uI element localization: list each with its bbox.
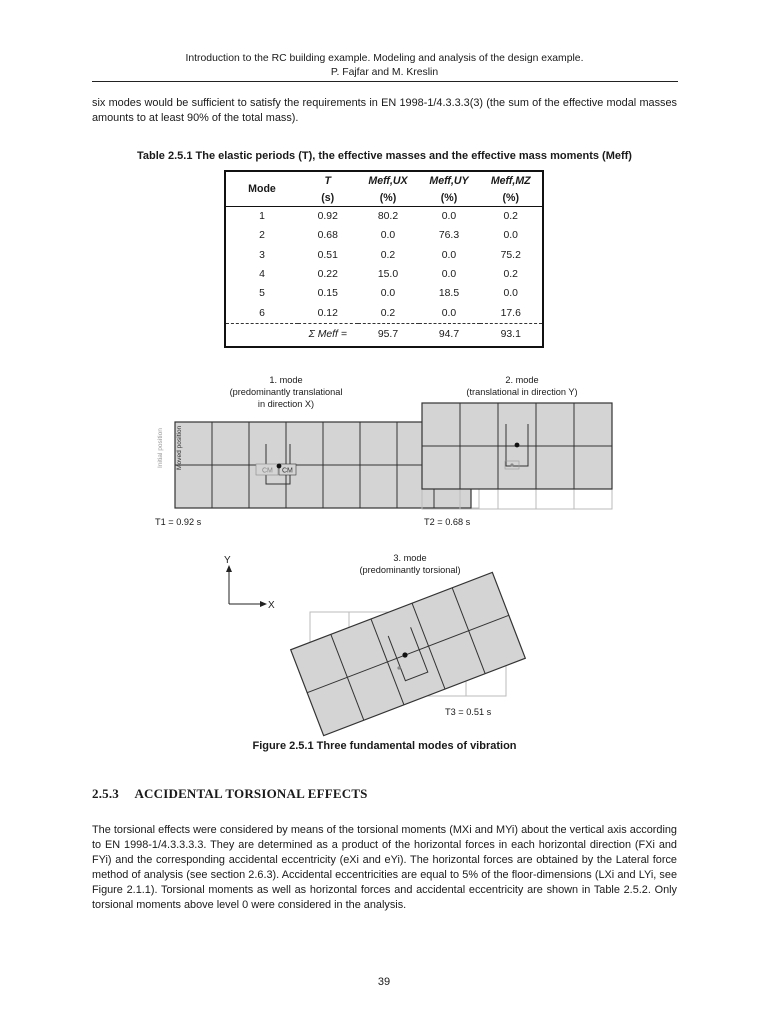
cell-mz: 0.0	[503, 288, 518, 300]
cell-mode: 2	[259, 230, 265, 242]
cell-ux: 0.0	[380, 230, 396, 242]
cell-ux: 15.0	[377, 269, 399, 281]
intro-paragraph: six modes would be sufficient to satisfy the requirements in EN 1998-1/4.3.3.3(3) (the sum of the effective modal masses amounts to at least 90% of the total mass).	[92, 97, 677, 124]
cell-t: 0.68	[317, 230, 338, 242]
col-mz-header: Meff,MZ	[490, 175, 531, 187]
page-number: 39	[377, 976, 391, 988]
cell-mz: 0.2	[503, 269, 518, 281]
mode3-title: 3. mode (predominantly torsional)	[359, 553, 461, 575]
cell-mode: 1	[259, 211, 265, 223]
axis-y-label: Y	[224, 555, 231, 566]
cell-uy: 18.5	[438, 288, 460, 300]
sum-mz: 93.1	[480, 323, 544, 347]
cell-t: 0.92	[317, 211, 338, 223]
cell-ux: 0.2	[380, 249, 396, 261]
cell-uy: 0.0	[441, 211, 457, 223]
cell-t: 0.22	[317, 269, 338, 281]
cell-mode: 4	[259, 269, 265, 281]
section-number: 2.5.3	[92, 786, 119, 801]
cell-uy: 76.3	[438, 230, 460, 242]
mode2-title: 2. mode (translational in direction Y)	[466, 375, 578, 397]
cell-uy: 0.0	[441, 269, 457, 281]
cell-uy: 0.0	[441, 307, 457, 319]
cell-mz: 17.6	[500, 307, 521, 319]
axis-x-label: X	[268, 600, 275, 611]
axes-indicator	[226, 565, 267, 607]
col-mz-unit: (%)	[480, 190, 544, 207]
cell-mode: 3	[259, 249, 265, 261]
mode2-moved-plan	[422, 403, 612, 489]
sum-label: Σ Meff =	[298, 323, 358, 347]
col-uy-header: Meff,UY	[429, 175, 469, 187]
cell-t: 0.12	[317, 307, 338, 319]
col-uy-unit: (%)	[419, 190, 480, 207]
initial-position-label: Initial position	[157, 428, 164, 468]
sum-uy: 94.7	[419, 323, 480, 347]
cell-t: 0.51	[317, 249, 338, 261]
header-authors: P. Fajfar and M. Kreslin	[330, 67, 439, 78]
cell-ux: 0.2	[380, 307, 396, 319]
col-ux-unit: (%)	[358, 190, 419, 207]
mode1-title: 1. mode (predominantly translational in direction X)	[229, 375, 343, 409]
header-title: Introduction to the RC building example. Modeling and analysis of the design example.	[185, 53, 584, 64]
col-t-unit: (s)	[298, 190, 358, 207]
col-t-header: T	[324, 175, 331, 187]
mode1-cm-moved: CM	[282, 467, 293, 475]
mode3-period: T3 = 0.51 s	[445, 707, 492, 717]
cell-ux: 80.2	[377, 211, 399, 223]
moved-position-label: Moved position	[176, 425, 183, 470]
section-heading	[92, 786, 368, 802]
mode1-cm-initial: CM	[262, 467, 273, 475]
cell-ux: 0.0	[380, 288, 396, 300]
col-mode-header: Mode	[225, 171, 298, 207]
cell-uy: 0.0	[441, 249, 457, 261]
cell-mz: 0.0	[503, 230, 518, 242]
cell-mz: 75.2	[500, 249, 521, 261]
sum-ux: 95.7	[358, 323, 419, 347]
body-paragraph: The torsional effects were considered by means of the torsional moments (MXi and MYi) about the vertical axis according to EN 1998-1/4.3.3.3.3. They are determined as a product of the horizontal forces in each horizontal direction (FXi and FYi) and the corresponding accidental eccentricity (eXi and eYi). The horizontal forces are obtained by the Lateral force method of analysis (see section 2.6.3). Accidental eccentricities are equal to 5% of the floor-dimensions (LXi and LYi, see Figure 2.1.1). Torsional moments as well as horizontal forces and accidental eccentricity are shown in Table 2.5.2. Only torsional moments above level 0 were considered in the analysis.	[92, 824, 677, 911]
figure-caption: Figure 2.5.1 Three fundamental modes of vibration	[252, 740, 517, 752]
cell-t: 0.15	[317, 288, 338, 300]
mode1-period: T1 = 0.92 s	[155, 517, 202, 527]
col-ux-header: Meff,UX	[368, 175, 408, 187]
section-title: ACCIDENTAL TORSIONAL EFFECTS	[134, 786, 368, 801]
mode2-period: T2 = 0.68 s	[424, 517, 471, 527]
cell-mz: 0.2	[503, 211, 518, 223]
cell-mode: 6	[259, 307, 265, 319]
table-caption: Table 2.5.1 The elastic periods (T), the effective masses and the effective mass moments (Meff)	[137, 150, 632, 162]
cell-mode: 5	[259, 288, 265, 300]
